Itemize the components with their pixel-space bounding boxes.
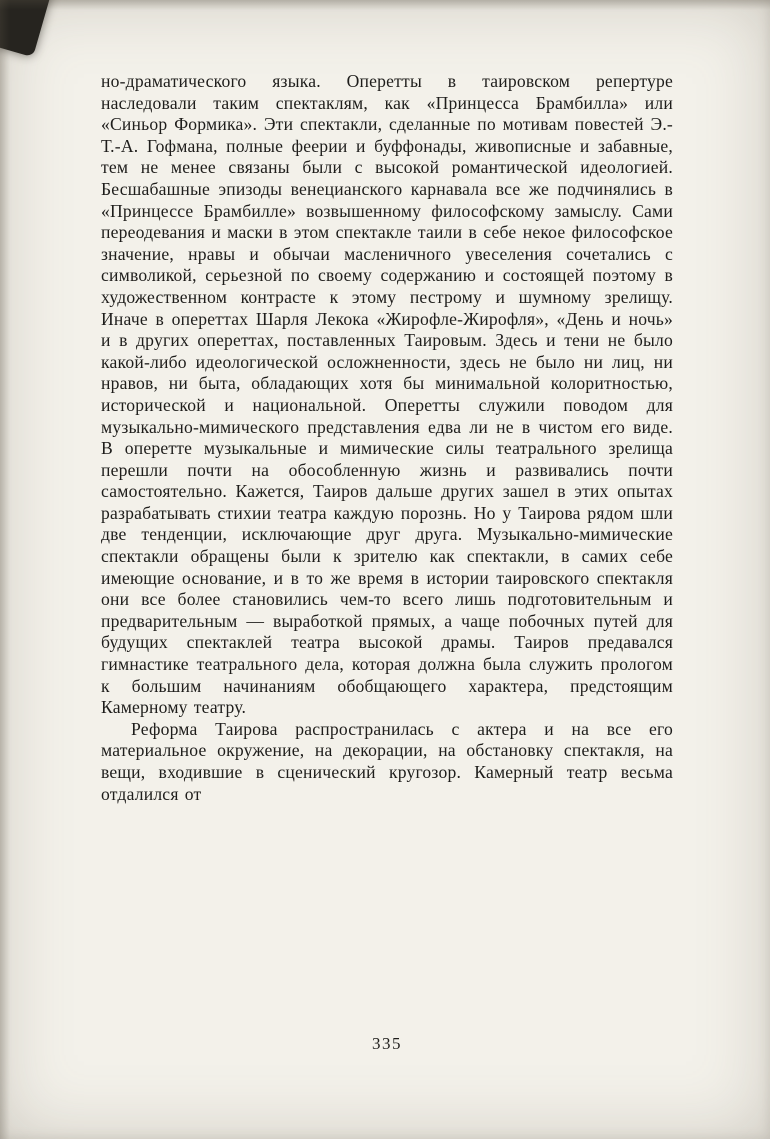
body-paragraph-1: но-драматического языка. Оперетты в таировском репертуре наследовали таким спектаклям, как «Принцесса Брамбилла» или «Синьор Формика». Эти спектакли, сделанные по мотивам повестей Э.-Т.-А. Гофмана, полные феерии и буффонады, живописные и забавные, тем не менее связаны были с высокой романтической идеологией. Бесшабашные эпизоды венецианского карнавала все же подчинялись в «Принцессе Брамбилле» возвышенному философскому замыслу. Сами переодевания и маски в этом спектакле таили в себе некое философское значение, нравы и обычаи масленичного увеселения сочетались с символикой, серьезной по своему содержанию и состоящей поэтому в художественном контрасте к этому пестрому и шумному зрелищу. Иначе в опереттах Шарля Лекока «Жирофле-Жирофля», «День и ночь» и в других опереттах, поставленных Таировым. Здесь и тени не было какой-либо идеологической осложненности, здесь не было ни лиц, ни нравов, ни быта, обладающих хотя бы минимальной колоритностью, исторической и национальной. Оперетты служили поводом для музыкально-мимического представления едва ли не в чистом его виде. В оперетте музыкальные и мимические силы театрального зрелища перешли почти на обособленную жизнь и развивались почти самостоятельно. Кажется, Таиров дальше других зашел в этих опытах разрабатывать стихии театра каждую порознь. Но у Таирова рядом шли две тенденции, исключающие друг друга. Музыкально-мимические спектакли обращены были к зрителю как спектакли, в самих себе имеющие основание, и в то же время в истории таировского спектакля они все более становились чем-то всего лишь подготовительным и предварительным — выработкой прямых, а чаще побочных путей для будущих спектаклей театра высокой драмы. Таиров предавался гимнастике театрального дела, которая должна была служить прологом к большим начинаниям обобщающего характера, предстоящим Камерному театру. xyxy=(101,71,673,718)
scan-edge-shadow-top xyxy=(0,0,770,10)
body-paragraph-2: Реформа Таирова распространилась с актера и на все его материальное окружение, на декорации, на обстановку спектакля, на вещи, входившие в сценический кругозор. Камерный театр весьма отдалился от xyxy=(101,718,673,804)
scan-edge-shadow-left xyxy=(0,0,10,1139)
page-number: 335 xyxy=(372,1034,402,1053)
page-text-block xyxy=(101,71,673,805)
